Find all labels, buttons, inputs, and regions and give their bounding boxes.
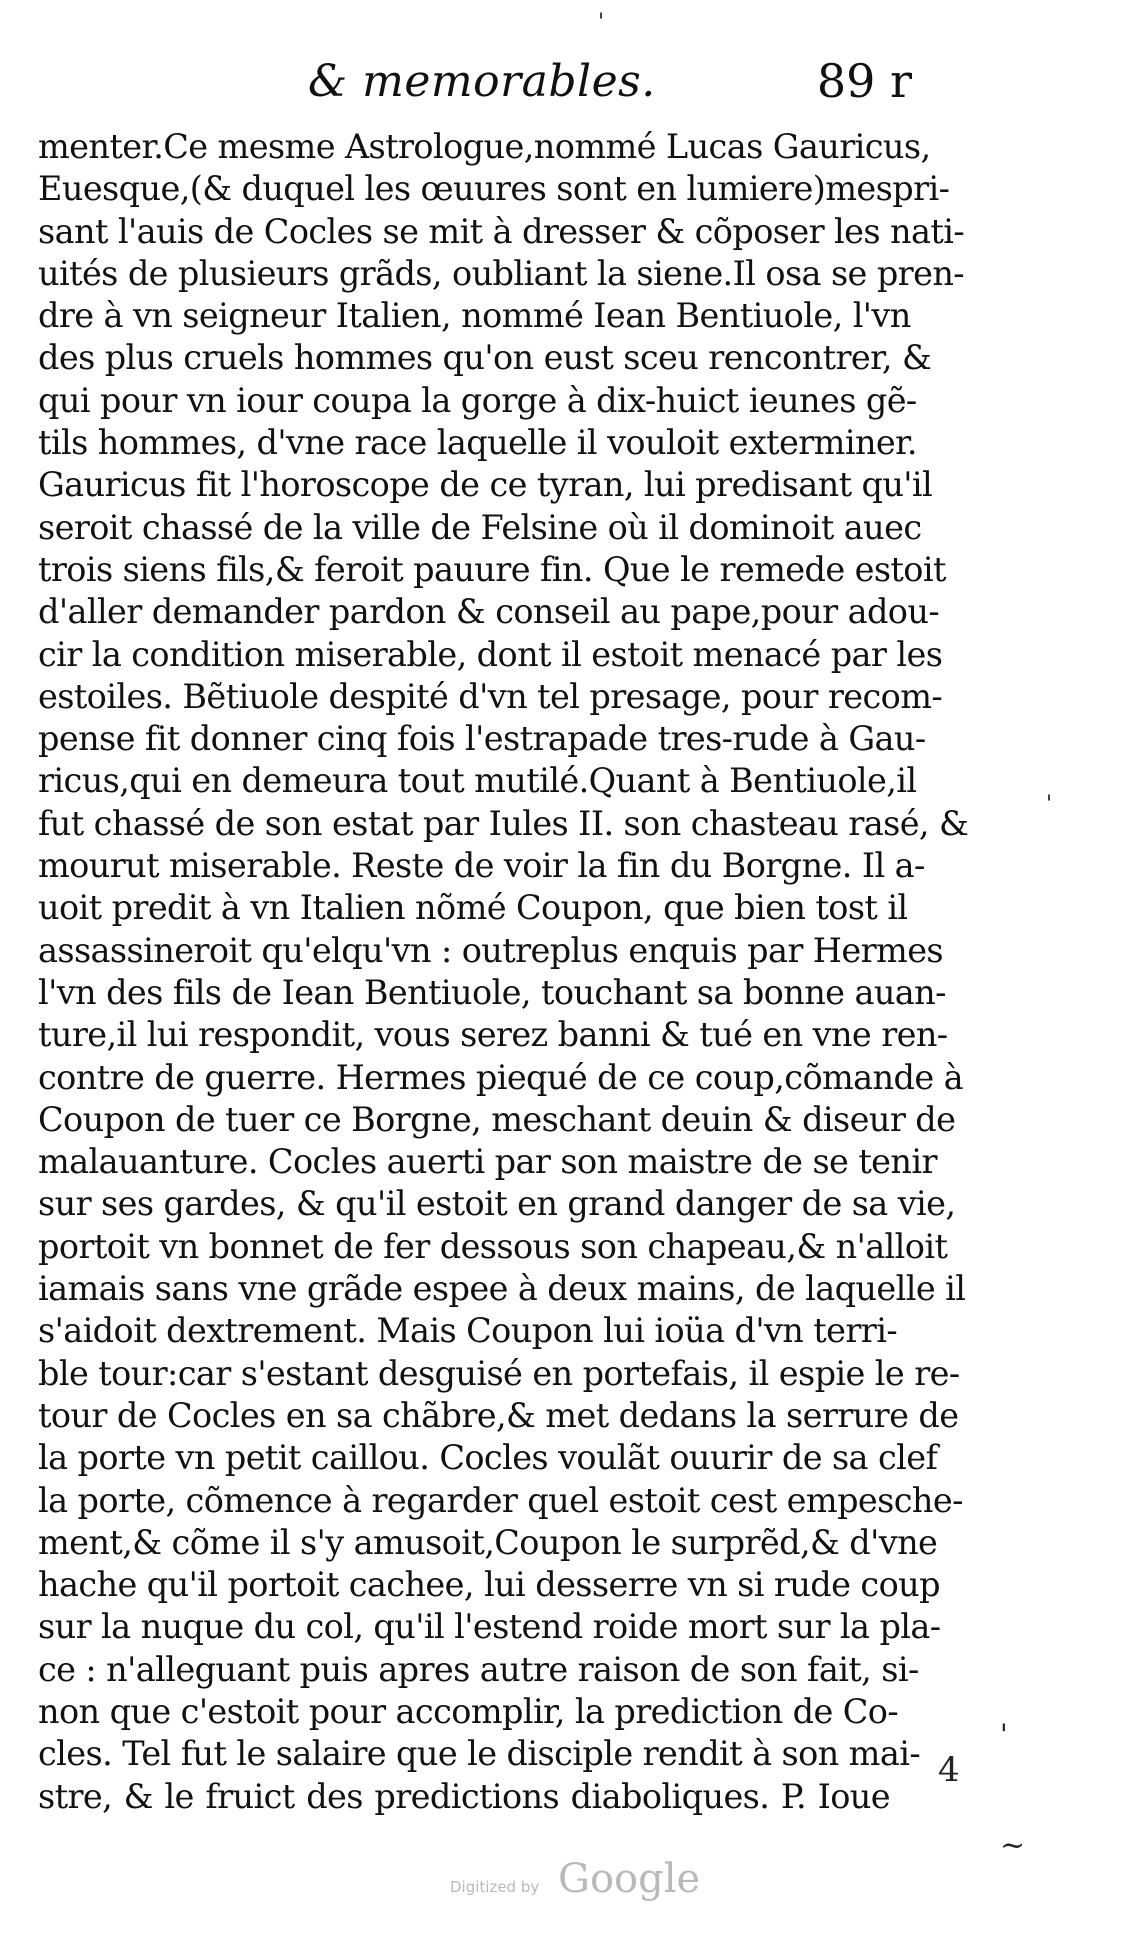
- text-line: l'vn des fils de Iean Bentiuole, touchant sa bonne auan-: [38, 972, 946, 1012]
- text-line: cles. Tel fut le salaire que le disciple rendit à son mai-: [38, 1734, 921, 1774]
- text-line: trois siens fils,& feroit pauure fin. Que le remede estoit: [38, 549, 946, 589]
- text-line: ricus,qui en demeura tout mutilé.Quant à Bentiuole,il: [38, 761, 917, 801]
- text-line: uités de plusieurs grãds, oubliant la siene.Il osa se pren-: [38, 253, 965, 293]
- text-line: Gauricus fit l'horoscope de ce tyran, lui predisant qu'il: [38, 465, 933, 505]
- text-line: Coupon de tuer ce Borgne, meschant deuin & diseur de: [38, 1099, 956, 1139]
- text-line: seroit chassé de la ville de Felsine où il dominoit auec: [38, 507, 922, 547]
- text-line: d'aller demander pardon & conseil au pape,pour adou-: [38, 592, 940, 632]
- text-line: uoit predit à vn Italien nõmé Coupon, que bien tost il: [38, 888, 908, 928]
- text-line: la porte, cõmence à regarder quel estoit cest empesche-: [38, 1480, 963, 1520]
- text-line: malauanture. Cocles auerti par son maistre de se tenir: [38, 1142, 937, 1182]
- text-line: ture,il lui respondit, vous serez banni & tué en vne ren-: [38, 1015, 948, 1055]
- watermark-prefix: Digitized by: [450, 1878, 540, 1896]
- stray-mark-lower-a: ': [1000, 1718, 1008, 1751]
- text-line: portoit vn bonnet de fer dessous son chapeau,& n'alloit: [38, 1226, 948, 1266]
- text-line: stre, & le fruict des predictions diaboliques. P. Ioue: [38, 1776, 890, 1816]
- text-line: qui pour vn iour coupa la gorge à dix-huict ieunes gẽ-: [38, 380, 917, 420]
- text-line: sur la nuque du col, qu'il l'estend roide mort sur la pla-: [38, 1607, 941, 1647]
- text-line: mourut miserable. Reste de voir la fin du Borgne. Il a-: [38, 846, 925, 886]
- text-line: la porte vn petit caillou. Cocles voulãt ouurir de sa clef: [38, 1438, 938, 1478]
- text-line: estoiles. Bẽtiuole despité d'vn tel presage, pour recom-: [38, 676, 943, 716]
- text-line: ment,& cõme il s'y amusoit,Coupon le surprẽd,& d'vne: [38, 1522, 938, 1562]
- text-line: s'aidoit dextrement. Mais Coupon lui ioüa d'vn terri-: [38, 1311, 898, 1351]
- text-line: hache qu'il portoit cachee, lui desserre vn si rude coup: [38, 1565, 940, 1605]
- text-line: iamais sans vne grãde espee à deux mains, de laquelle il: [38, 1269, 966, 1309]
- body-text: [38, 126, 969, 1818]
- text-line: pense fit donner cinq fois l'estrapade tres-rude à Gau-: [38, 719, 926, 759]
- stray-mark-lower-b: 4: [938, 1750, 960, 1790]
- text-line: sant l'auis de Cocles se mit à dresser & cõposer les nati-: [38, 211, 965, 251]
- text-line: cir la condition miserable, dont il estoit menacé par les: [38, 634, 943, 674]
- text-line: fut chassé de son estat par Iules II. son chasteau rasé, &: [38, 803, 969, 843]
- stray-mark-margin: ': [1046, 792, 1053, 817]
- text-line: tils hommes, d'vne race laquelle il vouloit exterminer.: [38, 423, 917, 463]
- text-line: menter.Ce mesme Astrologue,nommé Lucas Gauricus,: [38, 127, 931, 166]
- digitization-watermark: [450, 1856, 710, 1904]
- text-line: Euesque,(& duquel les œuures sont en lumiere)mespri-: [38, 169, 950, 209]
- text-line: assassineroit qu'elqu'vn : outreplus enquis par Hermes: [38, 930, 944, 970]
- running-title: & memorables.: [308, 56, 656, 107]
- page-header: [300, 48, 920, 118]
- text-line: sur ses gardes, & qu'il estoit en grand danger de sa vie,: [38, 1184, 956, 1224]
- text-line: tour de Cocles en sa chãbre,& met dedans la serrure de: [38, 1395, 959, 1435]
- stray-mark-lower-c: ~: [1000, 1828, 1026, 1863]
- text-line: des plus cruels hommes qu'on eust sceu rencontrer, &: [38, 338, 932, 378]
- text-line: dre à vn seigneur Italien, nommé Iean Bentiuole, l'vn: [38, 296, 911, 336]
- text-line: ce : n'alleguant puis apres autre raison de son fait, si-: [38, 1649, 919, 1689]
- text-line: contre de guerre. Hermes piequé de ce coup,cõmande à: [38, 1057, 964, 1097]
- stray-mark-top: ': [598, 10, 605, 35]
- text-line: ble tour:car s'estant desguisé en portefais, il espie le re-: [38, 1353, 960, 1393]
- google-logo: Google: [558, 1856, 701, 1902]
- text-line: non que c'estoit pour accomplir, la prediction de Co-: [38, 1691, 899, 1731]
- folio-number: 89 r: [816, 54, 912, 108]
